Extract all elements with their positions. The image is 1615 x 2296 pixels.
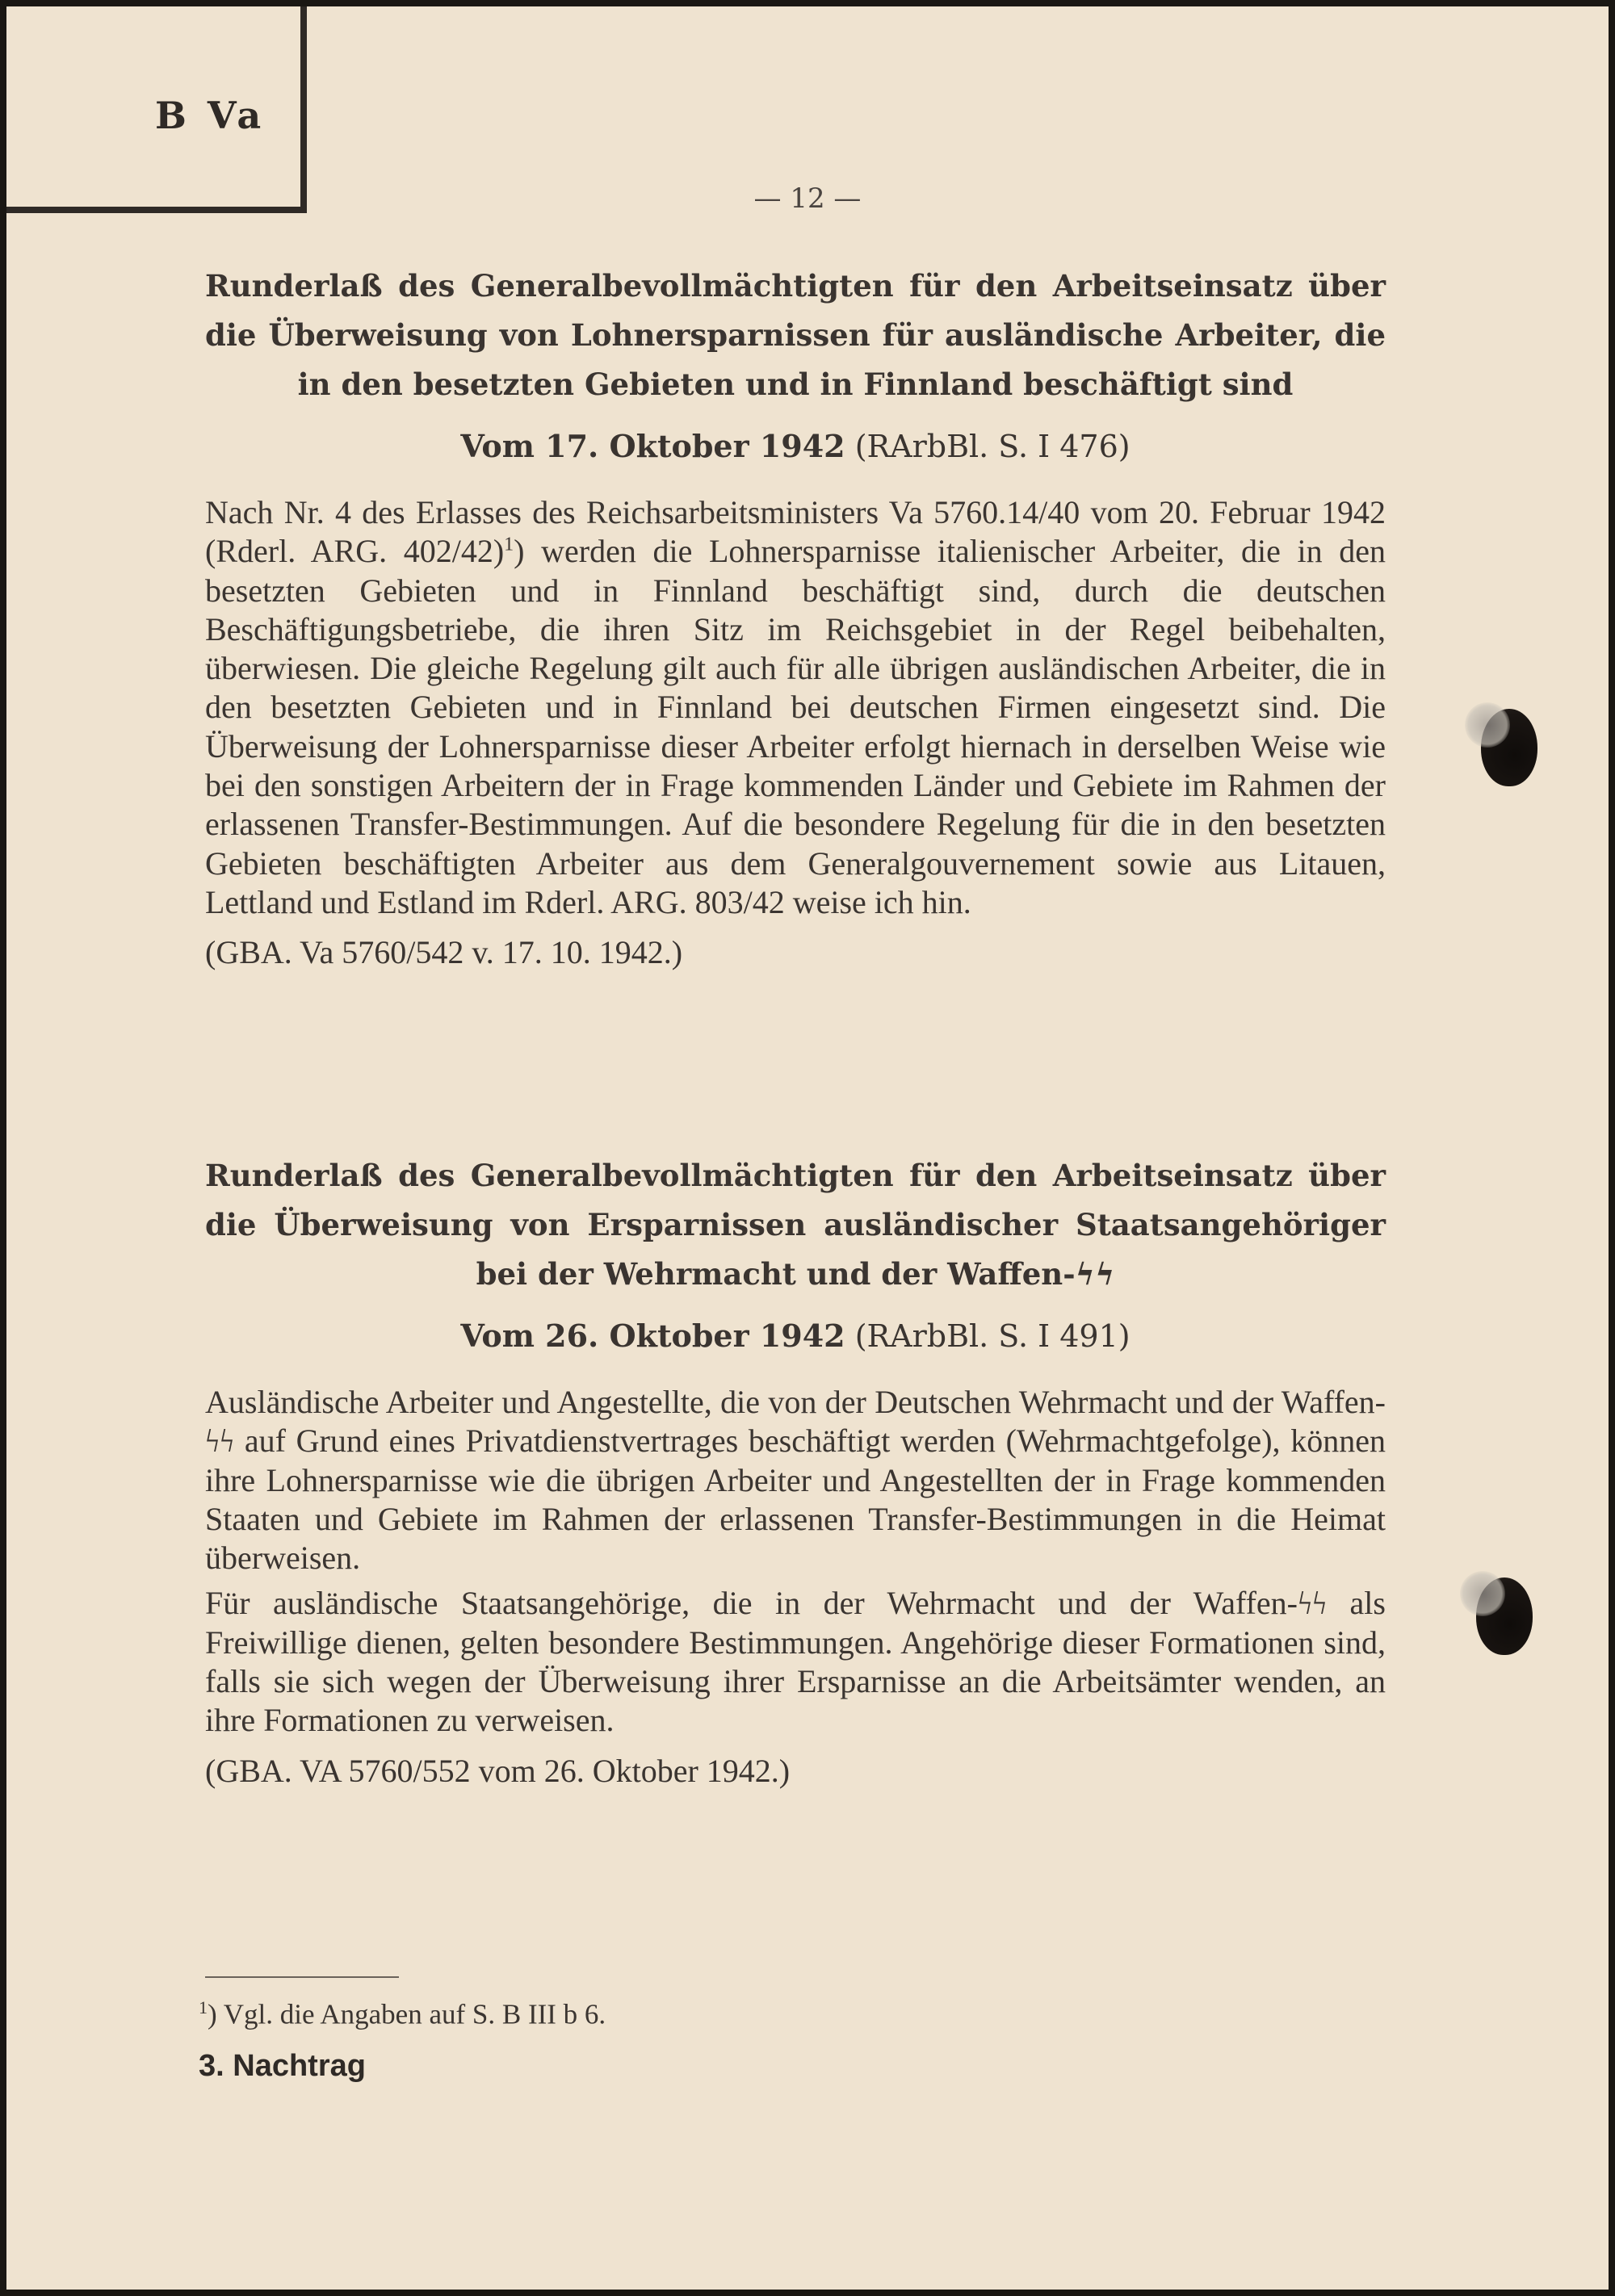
decree-date-ref-2: (RArbBl. S. I 491) [854, 1318, 1130, 1354]
decree-body-1 [205, 493, 1386, 922]
decree-body-2-paragraph-2: Für ausländische Staatsangehörige, die in der Wehrmacht und der Waffen-ϟϟ als Freiwillige dienen, gelten besondere Bestimmungen. Angehörige dieser Formationen sind, falls sie sich wegen der Überweisung ihrer Ersparnisse an die Arbeitsämter wenden, an ihre Formationen zu verweisen. [205, 1585, 1386, 1739]
section-tab-label: B Va [155, 94, 266, 137]
punch-hole-icon [1476, 1577, 1533, 1655]
decree-date-bold-2: Vom 26. Oktober 1942 [460, 1318, 845, 1354]
decree-reference-2: (GBA. VA 5760/552 vom 26. Oktober 1942.) [205, 1752, 791, 1789]
decree-body-1-part-b: ) werden die Lohnersparnisse italienischer Arbeiter, die in den besetzten Gebieten und in Finnland beschäftigt sind, durch die deutschen Beschäftigungsbetriebe, die ihren Sitz im Reichsgebiet in der Regel beibehalten, überwiesen. Die gleiche Regelung gilt auch für alle übrigen ausländischen Arbeiter, die in den besetzten Gebieten und in Finnland bei deutschen Firmen eingesetzt sind. Die Überweisung der Lohnersparnisse dieser Arbeiter erfolgt hiernach in derselben Weise wie bei den sonstigen Arbeitern der in Frage kommenden Länder und Gebiete im Rahmen der erlassenen Transfer-Bestimmungen. Auf die besondere Regelung für die in den besetzten Gebieten beschäftigten Arbeiter aus dem Generalgouvernement sowie aus Litauen, Lettland und Estland im Rderl. ARG. 803/42 weise ich hin. [205, 533, 1386, 920]
footnote [199, 1997, 606, 2031]
decree-section-1 [205, 262, 1386, 974]
decree-heading-1: Runderlaß des Generalbevollmächtigten für den Arbeitseinsatz über die Überweisung von Lohnersparnissen für ausländische Arbeiter, die in den besetzten Gebieten und in Finnland beschäftigt sind [205, 268, 1386, 402]
decree-body-2-paragraph-1: Ausländische Arbeiter und Angestellte, die von der Deutschen Wehrmacht und der Waffen-ϟϟ auf Grund eines Privatdienstvertrages beschäftigt werden (Wehrmachtgefolge), können ihre Lohnersparnisse wie die übrigen Arbeiter und Angestellten der in Frage kommenden Staaten und Gebiete im Rahmen der erlassenen Transfer-Bestimmungen in die Heimat überweisen. [205, 1384, 1386, 1577]
footnote-marker: 1 [504, 534, 514, 555]
decree-date-1 [205, 422, 1386, 471]
decree-heading-2: Runderlaß des Generalbevollmächtigten für den Arbeitseinsatz über die Überweisung von Ersparnissen ausländischer Staatsangehöriger bei der Wehrmacht und der Waffen-ϟϟ [205, 1158, 1386, 1292]
decree-reference-1: (GBA. Va 5760/542 v. 17. 10. 1942.) [205, 934, 683, 971]
supplement-label: 3. Nachtrag [199, 2049, 366, 2083]
page-number: — 12 — [753, 182, 862, 215]
punch-hole-icon [1481, 709, 1537, 786]
document-page [6, 6, 1609, 2290]
decree-date-ref-1: (RArbBl. S. I 476) [854, 429, 1130, 464]
decree-body-1-part-a: Nach Nr. 4 des Erlasses des Reichsarbeitsministers Va 5760.14/40 vom 20. Februar 1942 (Rderl. ARG. 402/42) [205, 494, 1386, 570]
footnote-text: ) Vgl. die Angaben auf S. B III b 6. [208, 1998, 606, 2030]
decree-section-2 [205, 1151, 1386, 1792]
footnote-number: 1 [199, 1997, 208, 2017]
footnote-divider [205, 1976, 399, 1978]
decree-date-2 [205, 1312, 1386, 1360]
decree-date-bold-1: Vom 17. Oktober 1942 [460, 428, 845, 464]
